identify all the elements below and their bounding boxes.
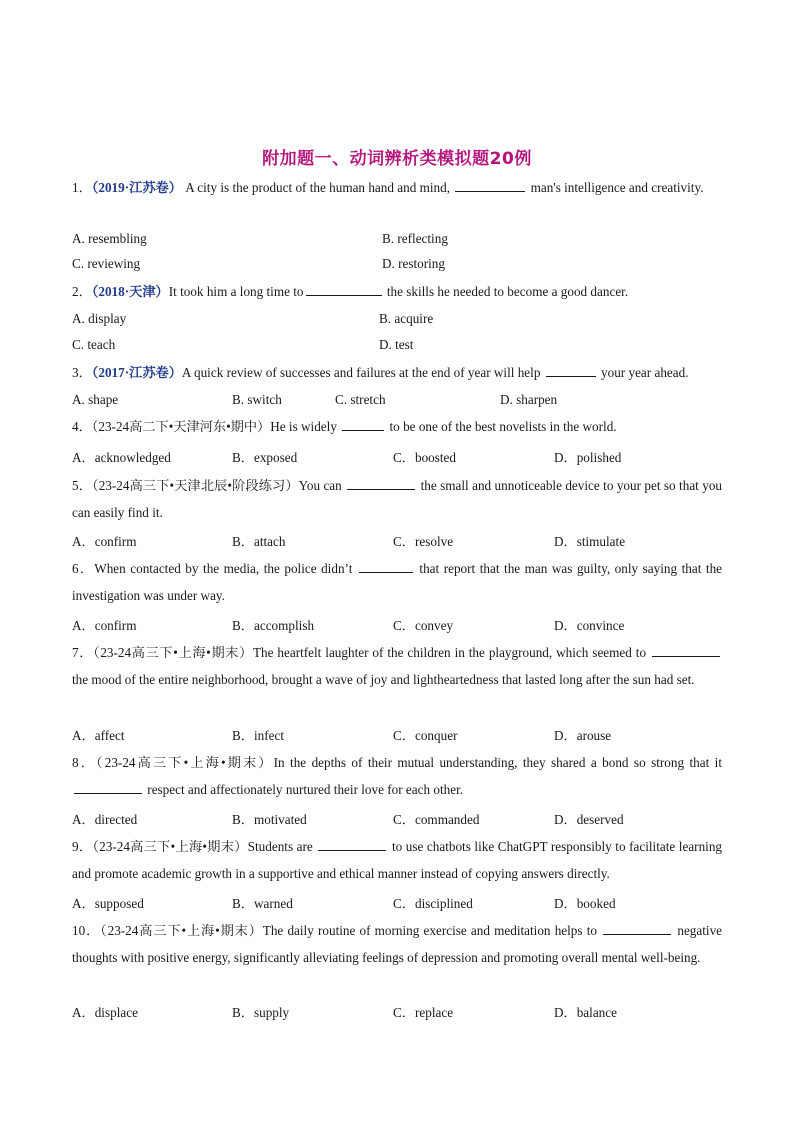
question-source: （23-24高三下•上海•期末）: [96, 755, 274, 770]
question-source: （2017·江苏卷）: [91, 365, 182, 380]
question-text: to use chatbots like ChatGPT responsibly to facilitate learning and promote academic growth in a supportive and ethical manner instead of copying answers directly.: [72, 839, 723, 881]
answer-blank: [318, 836, 386, 851]
question-4: [72, 413, 722, 440]
option-c: C．conquer: [393, 728, 458, 743]
question-source: （2018·天津）: [91, 284, 169, 299]
question-number: 2．: [72, 284, 92, 299]
option-d: D. sharpen: [500, 392, 558, 407]
option-d: D．balance: [554, 1005, 617, 1020]
question-text: to be one of the best novelists in the world.: [389, 419, 617, 434]
question-number: 5．: [72, 478, 93, 493]
option-b: B．accomplish: [232, 618, 315, 633]
question-10: [72, 917, 722, 971]
question-number: 8．: [72, 755, 97, 770]
options-row: [72, 337, 732, 361]
question-7: [72, 639, 722, 693]
question-number: 6．: [72, 561, 95, 576]
question-text: A city is the product of the human hand and mind,: [185, 180, 451, 195]
question-number: 9．: [72, 839, 93, 854]
question-number: 1．: [72, 180, 92, 195]
option-a: A．confirm: [72, 618, 137, 633]
options-row: [72, 531, 732, 555]
option-a: A. display: [72, 311, 127, 326]
question-text: respect and affectionately nurtured their love for each other.: [147, 782, 464, 797]
question-text: negative thoughts with positive energy, significantly alleviating feelings of depression and promoting overall mental well-being.: [72, 923, 723, 965]
question-text: that report that the man was guilty, only saying that the investigation was under way.: [72, 561, 723, 603]
question-text: man's intelligence and creativity.: [530, 180, 704, 195]
question-source: （23-24高三下•天津北辰•阶段练习）: [92, 478, 299, 493]
answer-blank: [546, 362, 596, 377]
option-c: C．boosted: [393, 450, 457, 465]
options-row: [72, 447, 732, 471]
question-1: [72, 174, 722, 201]
option-c: C．convey: [393, 618, 454, 633]
option-d: D. test: [379, 337, 414, 352]
answer-blank: [74, 779, 142, 794]
answer-blank: [306, 281, 382, 296]
option-a: A．supposed: [72, 896, 144, 911]
option-c: C. stretch: [335, 392, 386, 407]
question-text: The daily routine of morning exercise and meditation helps to: [262, 923, 597, 938]
question-number: 7．: [72, 645, 94, 660]
question-text: You can: [298, 478, 342, 493]
option-a: A. shape: [72, 392, 119, 407]
question-text: the mood of the entire neighborhood, brought a wave of joy and lightheartedness that lasted long after the sun had set.: [72, 672, 695, 687]
options-row: [72, 725, 732, 749]
options-row: [72, 809, 732, 833]
question-5: [72, 472, 722, 526]
option-c: C．replace: [393, 1005, 454, 1020]
option-b: B. reflecting: [382, 231, 448, 246]
option-a: A．displace: [72, 1005, 138, 1020]
option-a: A. resembling: [72, 231, 147, 246]
answer-blank: [455, 177, 525, 192]
options-row: [72, 256, 732, 280]
question-source: （23-24高三下•上海•期末）: [92, 839, 248, 854]
question-source: （2019·江苏卷）: [91, 180, 182, 195]
option-d: D．polished: [554, 450, 622, 465]
question-text: In the depths of their mutual understanding, they shared a bond so strong that it: [273, 755, 722, 770]
question-number: 10．: [72, 923, 101, 938]
option-a: A．affect: [72, 728, 125, 743]
page-title: 附加题一、动词辨析类模拟题20例: [262, 149, 532, 169]
question-9: [72, 833, 722, 887]
question-text: the skills he needed to become a good dancer.: [386, 284, 629, 299]
option-b: B．supply: [232, 1005, 290, 1020]
question-6: [72, 555, 722, 609]
option-b: B．exposed: [232, 450, 298, 465]
option-d: D. restoring: [382, 256, 445, 271]
option-b: B. acquire: [379, 311, 434, 326]
question-number: 4．: [72, 419, 92, 434]
question-2: [72, 278, 722, 305]
option-a: A．confirm: [72, 534, 137, 549]
answer-blank: [342, 416, 384, 431]
option-a: A．directed: [72, 812, 138, 827]
options-row: [72, 615, 732, 639]
question-source: （23-24高三下•上海•期末）: [100, 923, 263, 938]
answer-blank: [603, 920, 671, 935]
option-d: D．booked: [554, 896, 616, 911]
option-c: C．resolve: [393, 534, 454, 549]
options-row: [72, 311, 732, 335]
answer-blank: [347, 475, 415, 490]
option-c: C．disciplined: [393, 896, 473, 911]
option-b: B．motivated: [232, 812, 307, 827]
question-source: （23-24高三下•上海•期末）: [93, 645, 253, 660]
question-text: He is widely: [270, 419, 337, 434]
question-text: A quick review of successes and failures at the end of year will help: [181, 365, 541, 380]
question-3: [72, 359, 722, 386]
option-c: C. teach: [72, 337, 116, 352]
option-d: D．deserved: [554, 812, 624, 827]
option-c: C．commanded: [393, 812, 480, 827]
option-c: C. reviewing: [72, 256, 141, 271]
option-b: B．attach: [232, 534, 286, 549]
question-text: When contacted by the media, the police didn’t: [94, 561, 353, 576]
question-text: It took him a long time to: [168, 284, 304, 299]
question-8: [72, 749, 722, 803]
option-d: D．stimulate: [554, 534, 626, 549]
option-d: D．convince: [554, 618, 625, 633]
question-text: Students are: [247, 839, 313, 854]
answer-blank: [652, 642, 720, 657]
options-row: [72, 231, 732, 255]
option-d: D．arouse: [554, 728, 612, 743]
question-source: （23-24高二下•天津河东•期中）: [91, 419, 271, 434]
question-text: the small and unnoticeable device to your pet so that you can easily find it.: [72, 478, 723, 520]
question-text: The heartfelt laughter of the children in the playground, which seemed to: [252, 645, 647, 660]
option-a: A．acknowledged: [72, 450, 171, 465]
option-b: B. switch: [232, 392, 282, 407]
answer-blank: [359, 558, 413, 573]
option-b: B．infect: [232, 728, 285, 743]
options-row: [72, 893, 732, 917]
question-text: your year ahead.: [601, 365, 689, 380]
question-number: 3．: [72, 365, 92, 380]
options-row: [72, 1002, 732, 1026]
option-b: B．warned: [232, 896, 293, 911]
